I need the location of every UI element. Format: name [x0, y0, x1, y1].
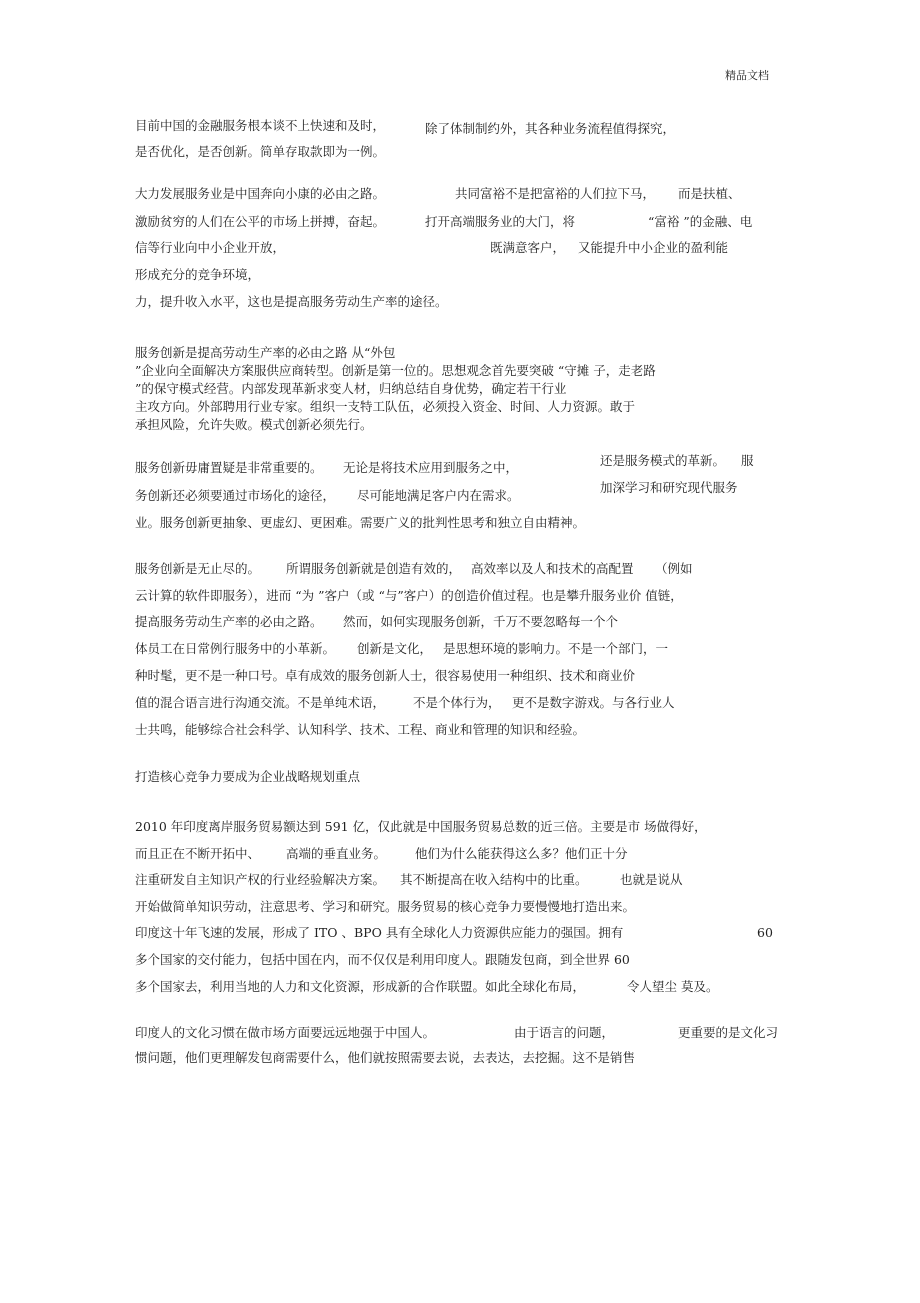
page-header-label: 精品文档: [725, 69, 769, 82]
text-line: 目前中国的金融服务根本谈不上快速和及时，: [135, 118, 386, 133]
text-line: 服务创新毋庸置疑是非常重要的。: [135, 460, 323, 475]
text-line: 种时髦，更不是一种口号。卓有成效的服务创新人士，很容易使用一种组织、技术和商业价: [135, 668, 636, 683]
text-line: “富裕 ”的金融、电: [648, 214, 753, 229]
text-line: 注重研发自主知识产权的行业经验解决方案。: [135, 872, 386, 887]
text-line: 力，提升收入水平，这也是提高服务劳动生产率的途径。: [135, 294, 448, 309]
text-line: 除了体制制约外，其各种业务流程值得探究，: [425, 121, 676, 136]
text-line: 开始做简单知识劳动，注意思考、学习和研究。服务贸易的核心竞争力要慢慢地打造出来。: [135, 899, 636, 914]
text-line: ”的保守模式经营。内部发现革新求变人材，归纳总结自身优势，确定若干行业: [135, 381, 567, 396]
text-line: 多个国家的交付能力，包括中国在内，而不仅仅是利用印度人。跟随发包商，到全世界 60: [135, 952, 630, 967]
text-line: 然而，如何实现服务创新，千万不要忽略每一个个: [343, 614, 619, 629]
text-line: 服: [741, 453, 754, 468]
section-heading: 打造核心竞争力要成为企业战略规划重点: [135, 769, 361, 784]
text-line: 还是服务模式的革新。: [600, 453, 726, 468]
text-line: 也就是说从: [620, 872, 683, 887]
text-line: 而是扶植、: [678, 186, 741, 201]
text-line: 2010 年印度离岸服务贸易额达到 591 亿，仅此就是中国服务贸易总数的近三倍。主要是市 场做得好，: [135, 819, 707, 834]
text-line: 大力发展服务业是中国奔向小康的必由之路。: [135, 186, 386, 201]
text-line: 体员工在日常例行服务中的小革新。: [135, 641, 336, 656]
text-line: 更不是数字游戏。与各行业人: [512, 695, 675, 710]
text-line: 高效率以及人和技术的高配置: [471, 561, 634, 576]
text-line: 服务创新是无止尽的。: [135, 561, 261, 576]
text-line: 信等行业向中小企业开放，: [135, 240, 286, 255]
text-line: 值的混合语言进行沟通交流。不是单纯术语，: [135, 695, 386, 710]
text-line: 创新是文化，: [357, 641, 433, 656]
text-line: ”企业向全面解决方案服供应商转型。创新是第一位的。思想观念首先要突破 “守摊 子，走老路: [135, 363, 656, 378]
text-line: 承担风险，允许失败。模式创新必须先行。: [135, 417, 373, 432]
text-line: 不是个体行为，: [413, 695, 501, 710]
text-line: 激励贫穷的人们在公平的市场上拼搏，奋起。: [135, 214, 386, 229]
text-line: 又能提升中小企业的盈利能: [578, 240, 729, 255]
text-line: 形成充分的竞争环境，: [135, 267, 261, 282]
text-line: 士共鸣，能够综合社会科学、认知科学、技术、工程、商业和管理的知识和经验。: [135, 722, 586, 737]
text-line: 印度人的文化习惯在做市场方面要远远地强于中国人。: [135, 1025, 436, 1040]
text-line: 他们为什么能获得这么多？他们正十分: [415, 846, 628, 861]
text-line: 令人望尘 莫及。: [627, 979, 719, 994]
text-line: 尽可能地满足客户内在需求。: [357, 488, 520, 503]
text-line: 60: [757, 925, 773, 940]
text-line: 加深学习和研究现代服务: [600, 480, 738, 495]
text-line: （例如: [655, 561, 693, 576]
text-line: 是否优化，是否创新。简单存取款即为一例。: [135, 144, 386, 159]
text-line: 业。服务创新更抽象、更虚幻、更困难。需要广义的批判性思考和独立自由精神。: [135, 515, 586, 530]
text-line: 更重要的是文化习: [678, 1025, 779, 1040]
text-line: 所谓服务创新就是创造有效的，: [286, 561, 462, 576]
text-line: 云计算的软件即服务），进而 “为 ”客户（或 “与”客户）的创造价值过程。也是攀升服务业价 值链，: [135, 588, 683, 603]
text-line: 高端的垂直业务。: [286, 846, 387, 861]
text-line: 惯问题，他们更理解发包商需要什么，他们就按照需要去说，去表达，去挖掘。这不是销售: [135, 1050, 636, 1065]
text-line: 印度这十年飞速的发展，形成了 ITO 、BPO 具有全球化人力资源供应能力的强国。拥有: [135, 925, 624, 940]
text-line: 共同富裕不是把富裕的人们拉下马，: [455, 186, 656, 201]
text-line: 是思想环境的影响力。不是一个部门，一: [443, 641, 669, 656]
text-line: 打开高端服务业的大门，将: [425, 214, 576, 229]
text-line: 主攻方向。外部聘用行业专家。组织一支特工队伍，必须投入资金、时间、人力资源。敢于: [135, 399, 636, 414]
text-line: 无论是将技术应用到服务之中，: [343, 460, 519, 475]
text-line: 其不断提高在收入结构中的比重。: [400, 872, 588, 887]
text-line: 多个国家去，利用当地的人力和文化资源，形成新的合作联盟。如此全球化布局，: [135, 979, 586, 994]
text-line: 既满意客户，: [490, 240, 566, 255]
text-line: 服务创新是提高劳动生产率的必由之路 从“外包: [135, 345, 396, 360]
text-line: 提高服务劳动生产率的必由之路。: [135, 614, 323, 629]
text-line: 而且正在不断开拓中、: [135, 846, 261, 861]
text-line: 由于语言的问题，: [514, 1025, 615, 1040]
text-line: 务创新还必须要通过市场化的途径，: [135, 488, 336, 503]
